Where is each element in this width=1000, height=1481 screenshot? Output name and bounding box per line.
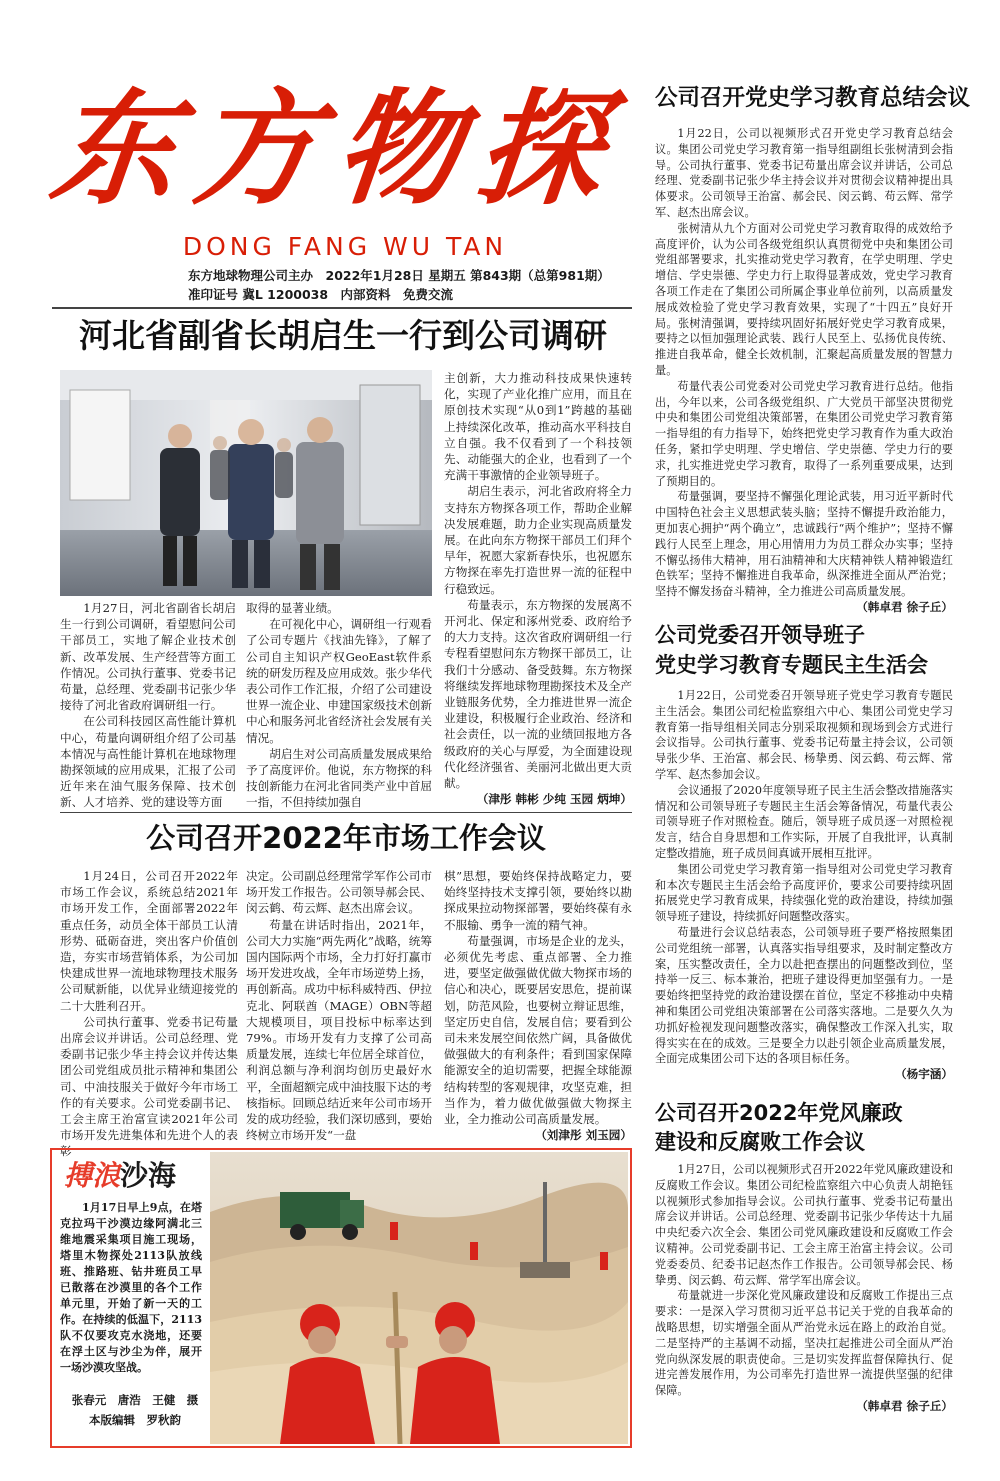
market-col2-p1: 决定。公司副总经理常学军作公司市场开发工作报告。公司领导郝会民、闵云鹤、苟云辉、赵杰出席会议。	[246, 869, 432, 916]
integrity-headline-line1: 公司召开2022年党风廉政	[655, 1101, 903, 1125]
committee-p2: 会议通报了2020年度领导班子民主生活会整改措施落实情况和公司领导班子专题民主生活会筹备情况，苟量代表公司领导班子作对照检查。随后，领导班子成员逐一对照检视发言，结合自身思想和工作实际，开展了自我批评，认真制定整改措施，班子成员间真诚开展相互批评。	[655, 783, 953, 860]
feature-editor: 本版编辑 罗秋韵	[89, 1413, 181, 1427]
feature-title	[64, 1156, 204, 1196]
committee-p4: 苟量进行会议总结表态，公司领导班子要严格按照集团公司党组统一部署，认真落实指导组要求，及时制定整改方案，压实整改责任，全力以赴把查摆出的问题整改到位，坚持举一反三、标本兼治，把班子建设得更加坚强有力。一是要始终把坚持党的政治建设摆在首位，坚定不移推动中央精神和集团公司党组决策部署在公司落实落地。二是要久久为功抓好检视发现问题整改落实，确保整改工作深入扎实，取得实实在在的成效。三是要全力以赴引领企业高质量发展，全面完成集团公司下达的各项目标任务。	[655, 925, 953, 1066]
hebei-col2-p3: 胡启生对公司高质量发展成果给予了高度评价。他说，东方物探的科技创新能力在河北省同类产业中首屈一指，不但持续加强自	[246, 746, 432, 810]
history-p1: 1月22日，公司以视频形式召开党史学习教育总结会议。集团公司党史学习教育第一指导组副组长张树清到会指导。公司执行董事、党委书记苟量出席会议并讲话，公司总经理、党委副书记张少华主持会议并对贯彻会议精神提出具体要求。公司领导王治富、郝会民、闵云鹤、苟云辉、常学军、赵杰出席会议。	[655, 127, 953, 219]
hebei-col2-p1: 取得的显著业绩。	[246, 601, 339, 615]
market-col1-p2: 公司执行董事、党委书记苟量出席会议并讲话。公司总经理、党委副书记张少华主持会议并传达集团公司党组成员批示精神和集团公司、中油技服关于做好今年市场工作的有关要求。公司党委副书记、工会主席王治富宣读2021年公司市场开发先进集体和先进个人的表彰	[60, 1014, 238, 1159]
desert-photo	[210, 1152, 628, 1444]
integrity-p2: 苟量就进一步深化党风廉政建设和反腐败工作提出三点要求：一是深入学习贯彻习近平总书记关于党的自我革命的战略思想，切实增强全面从严治党永远在路上的政治自觉。二是坚持严的主基调不动摇，坚决扛起推进公司全面从严治党向纵深发展的职责使命。三是切实发挥监督保障执行、促进完善发展作用，为公司率先打造世界一流提供坚强的纪律保障。	[655, 1289, 953, 1398]
feature-photographers: 张春元 唐浩 王健 摄	[71, 1393, 199, 1407]
feature-title-red: 搏浪	[64, 1159, 121, 1192]
masthead-issue-info: 东方地球物理公司主办 2022年1月28日 星期五 第843期（总第981期）	[188, 268, 610, 283]
history-p2: 张树清从九个方面对公司党史学习教育取得的成效给予高度评价，认为公司各级党组织认真贯彻党中央和集团公司党组部署要求，扎实推动党史学习教育，在学史明理、学史增信、学史崇德、学史力行上取得显著成效，党史学习教育各项工作走在了集团公司所属企事业单位前列，以高质量发展成效检验了党史学习教育效果，实现了“十四五”良好开局。张树清强调，要持续巩固好拓展好党史学习教育成果，要持之以恒加强理论武装、践行人民至上、弘扬优良传统、推进自我革命，健全长效机制，汇聚起高质量发展的智慧力量。	[655, 221, 953, 377]
hebei-author: （津彤 韩彬 少纯 玉园 炳坤）	[476, 792, 632, 807]
hebei-col1-p2: 在公司科技园区高性能计算机中心，苟量向调研组介绍了公司基本情况与高性能计算机在地球物理勘探领域的应用成果，汇报了公司近年来在油气服务保障、技术创新、人才培养、党的建设等方面	[60, 714, 236, 810]
section-rule	[60, 812, 632, 813]
history-p4: 苟量强调，要坚持不懈强化理论武装，用习近平新时代中国特色社会主义思想武装头脑；坚持不懈提升政治能力，更加衷心拥护“两个确立”，忠诚践行“两个维护”；坚持不懈践行人民至上理念，用心用情用力为员工群众办实事；坚持不懈弘扬伟大精神，用石油精神和大庆精神铁人精神锻造红色铁军；坚持不懈推进自我革命，纵深推进全面从严治党；坚持不懈发扬奋斗精神，全力推进公司高质量发展。	[655, 490, 953, 599]
market-author: （刘津彤 刘玉园）	[535, 1128, 632, 1143]
feature-title-black: 沙海	[120, 1159, 177, 1192]
committee-p3: 集团公司党史学习教育第一指导组对公司党史学习教育和本次专题民主生活会给予高度评价，要求公司要持续巩固拓展党史学习教育成果，持续强化党的政治建设，持续加强领导班子建设，持续抓好问题整改落实。	[655, 862, 953, 924]
hebei-col3-p3: 苟量表示，东方物探的发展离不开河北、保定和涿州党委、政府给予的大力支持。这次省政府调研组一行专程看望慰问东方物探干部员工，让我们十分感动、备受鼓舞。东方物探将继续发挥地球物理勘探技术及全产业链服务优势，全力推进世界一流企业建设，积极履行企业政治、经济和社会责任，以一流的业绩回报地方各级政府的关心与厚爱，为全面建设现代化经济强省、美丽河北做出更大贡献。	[444, 597, 632, 791]
history-headline: 公司召开党史学习教育总结会议	[655, 85, 971, 111]
market-headline: 公司召开2022年市场工作会议	[146, 821, 546, 855]
hebei-headline: 河北省副省长胡启生一行到公司调研	[79, 316, 607, 355]
market-col1-p1: 1月24日，公司召开2022年市场工作会议，系统总结2021年市场开发工作，全面部署2022年重点任务，动员全体干部员工认清形势、砥砺奋进，突出客户价值创造，夯实市场营销体系，为公司加快建成世界一流地球物理技术服务公司赋新能，以优异业绩迎接党的二十大胜利召开。	[60, 869, 238, 1013]
committee-author: （杨宇涵）	[895, 1067, 953, 1082]
masthead-pinyin: DONG FANG WU TAN	[182, 232, 508, 261]
hebei-col1-p1: 1月27日，河北省副省长胡启生一行到公司调研，看望慰问公司干部员工，实地了解企业技术创新、改革发展、生产经营等方面工作情况。公司执行董事、党委书记苟量，总经理、党委副书记张少华接待了河北省政府调研组一行。	[60, 601, 236, 713]
visit-photo	[60, 370, 432, 596]
committee-headline-line2: 党史学习教育专题民主生活会	[655, 653, 928, 677]
hebei-col2-p2: 在可视化中心，调研组一行观看了公司专题片《找油先锋》，了解了公司自主知识产权GeoEast软件系统的研发历程及应用成效。张少华代表公司作工作汇报，介绍了公司建设世界一流企业、申建国家级技术创新中心和服务河北省经济社会发展有关情况。	[246, 617, 432, 745]
hebei-col3-p1: 主创新，大力推动科技成果快速转化，实现了产业化推广应用，而且在原创技术实现“从0到1”跨越的基础上持续深化改革，推动高水平科技自立自强。我不仅看到了一个科技领先、动能强大的企业，也看到了一个充满干事激情的企业领导班子。	[444, 371, 632, 483]
integrity-headline-line2: 建设和反腐败工作会议	[655, 1130, 865, 1154]
history-author: （韩卓君 徐子丘）	[856, 599, 953, 614]
masthead-logo: 东方物探	[44, 77, 628, 222]
committee-p1: 1月22日，公司党委召开领导班子党史学习教育专题民主生活会。集团公司纪检监察组六中心、集团公司党史学习教育第一指导组相关同志分别采取视频和现场到会方式进行会议指导。公司执行董事、党委书记苟量主持会议，公司领导张少华、王治富、郝会民、杨挚勇、闵云鹤、苟云辉、常学军、赵杰参加会议。	[655, 689, 953, 781]
feature-caption: 1月17日早上9点，在塔克拉玛干沙漠边缘阿满北三维地震采集项目施工现场，塔里木物探处2113队放线班、推路班、钻井班员工早已散落在沙漠里的各个工作单元里，开始了新一天的工作。在持续的低温下，2113队不仅要攻克水浇地，还要在浮土区与沙尘为伴，展开一场沙漠攻坚战。	[60, 1201, 202, 1374]
history-p3: 苟量代表公司党委对公司党史学习教育进行总结。他指出，今年以来，公司各级党组织、广大党员干部坚决贯彻党中央和集团公司党组决策部署，在集团公司党史学习教育第一指导组的有力指导下，始终把党史学习教育作为重大政治任务，紧扣学史明理、学史增信、学史崇德、学史力行的要求，扎实推进党史学习教育，取得了一系列重要成果，达到了预期目的。	[655, 379, 953, 488]
masthead-permit-info: 准印证号 冀L 1200038 内部资料 免费交流	[188, 287, 454, 302]
market-col3-p1: 棋”思想，要始终保持战略定力，要始终坚持技术支撑引领，要始终以勘探成果拉动物探部署，要始终葆有永不服输、勇争一流的精气神。	[444, 869, 632, 932]
integrity-p1: 1月27日，公司以视频形式召开2022年党风廉政建设和反腐败工作会议。集团公司纪检监察组六中心负责人胡艳钰以视频形式参加指导会议。公司执行董事、党委书记苟量出席会议并讲话。公司总经理、党委副书记张少华传达十九届中央纪委六次全会、集团公司党风廉政建设和反腐败工作会议精神。公司党委副书记、工会主席王治富主持会议。公司党委委员、纪委书记赵杰作工作报告。公司领导郝会民、杨挚勇、闵云鹤、苟云辉、常学军出席会议。	[655, 1163, 953, 1287]
hebei-col3-p2: 胡启生表示，河北省政府将全力支持东方物探各项工作，帮助企业解决发展难题，助力企业实现高质量发展。在此向东方物探干部员工们拜个早年，祝愿大家新春快乐，也祝愿东方物探在率先打造世界一流的征程中行稳致远。	[444, 484, 632, 596]
market-col2-p2: 苟量在讲话时指出，2021年，公司大力实施“两先两化”战略，统筹国内国际两个市场，全力打好打赢市场开发进攻战，全年市场逆势上扬，再创新高。成功中标科威特西、伊拉克北、阿联酋（MAGE）OBN等超大规模项目，项目投标中标率达到79%。市场开发有力支撑了公司高质量发展，连续七年位居全球首位，利润总额与净利润均创历史最好水平，全面超额完成中油技服下达的考核指标。回顾总结近来年公司市场开发的成功经验，我们深切感到，要始终树立市场开发“一盘	[246, 917, 432, 1143]
committee-headline-line1: 公司党委召开领导班子	[655, 623, 865, 647]
integrity-author: （韩卓君 徐子丘）	[856, 1398, 953, 1413]
masthead-rule	[52, 307, 632, 309]
market-col3-p2: 苟量强调，市场是企业的龙头，必须优先考虑、重点部署、全力推进，要坚定做强做优做大物探市场的信心和决心，既要居安思危，提前谋划，防范风险，也要树立辩证思维，坚定历史自信，发展自信；要看到公司未来发展空间依然广阔，具备做优做强做大的有利条件；看到国家保障能源安全的迫切需要，把握全球能源结构转型的客观规律，攻坚克难，担当作为，着力做优做强做大物探主业，全力推动公司高质量发展。	[444, 933, 632, 1127]
